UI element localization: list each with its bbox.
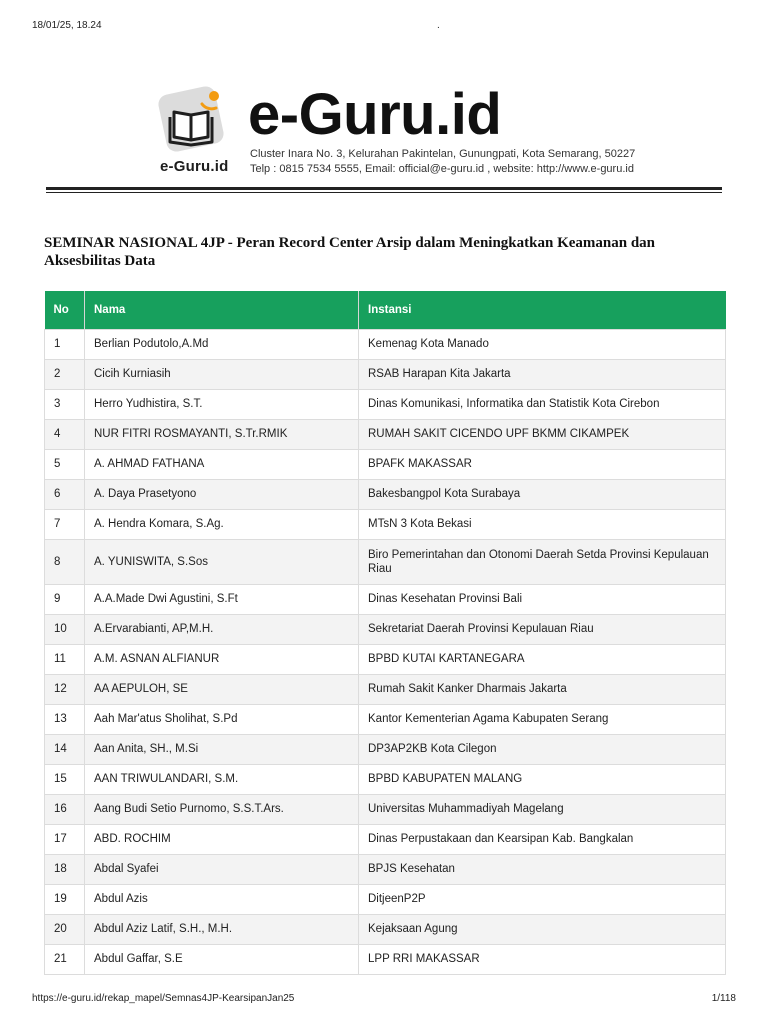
cell-no: 3 — [45, 389, 85, 419]
cell-instansi: LPP RRI MAKASSAR — [359, 944, 726, 974]
cell-no: 13 — [45, 704, 85, 734]
cell-nama: A.Ervarabianti, AP,M.H. — [85, 614, 359, 644]
cell-nama: A. Hendra Komara, S.Ag. — [85, 509, 359, 539]
cell-instansi: BPAFK MAKASSAR — [359, 449, 726, 479]
cell-nama: A.M. ASNAN ALFIANUR — [85, 644, 359, 674]
cell-instansi: Bakesbangpol Kota Surabaya — [359, 479, 726, 509]
cell-no: 18 — [45, 854, 85, 884]
table-row — [45, 584, 726, 614]
print-datetime: 18/01/25, 18.24 — [32, 20, 102, 31]
table-row — [45, 914, 726, 944]
attendee-table — [44, 291, 726, 975]
page-number: 1/118 — [711, 993, 736, 1004]
cell-instansi: DitjeenP2P — [359, 884, 726, 914]
cell-nama: AA AEPULOH, SE — [85, 674, 359, 704]
cell-instansi: Dinas Perpustakaan dan Kearsipan Kab. Bangkalan — [359, 824, 726, 854]
table-row — [45, 509, 726, 539]
cell-instansi: BPBD KUTAI KARTANEGARA — [359, 644, 726, 674]
cell-no: 9 — [45, 584, 85, 614]
table-row — [45, 854, 726, 884]
cell-no: 16 — [45, 794, 85, 824]
header-rule-thin — [46, 192, 722, 193]
cell-nama: Aah Mar'atus Sholihat, S.Pd — [85, 704, 359, 734]
cell-instansi: Sekretariat Daerah Provinsi Kepulauan Riau — [359, 614, 726, 644]
cell-nama: Abdal Syafei — [85, 854, 359, 884]
brand-address: Cluster Inara No. 3, Kelurahan Pakintelan, Gunungpati, Kota Semarang, 50227 — [250, 148, 636, 160]
column-header-instansi: Instansi — [359, 291, 726, 329]
table-header-row — [45, 291, 726, 329]
cell-nama: Abdul Aziz Latif, S.H., M.H. — [85, 914, 359, 944]
cell-instansi: Dinas Kesehatan Provinsi Bali — [359, 584, 726, 614]
cell-instansi: Kantor Kementerian Agama Kabupaten Serang — [359, 704, 726, 734]
cell-instansi: DP3AP2KB Kota Cilegon — [359, 734, 726, 764]
table-row — [45, 944, 726, 974]
cell-no: 5 — [45, 449, 85, 479]
print-header — [32, 20, 736, 34]
cell-no: 14 — [45, 734, 85, 764]
cell-nama: Herro Yudhistira, S.T. — [85, 389, 359, 419]
table-row — [45, 824, 726, 854]
cell-instansi: BPJS Kesehatan — [359, 854, 726, 884]
cell-no: 15 — [45, 764, 85, 794]
cell-nama: A. AHMAD FATHANA — [85, 449, 359, 479]
cell-nama: Berlian Podutolo,A.Md — [85, 329, 359, 359]
column-header-nama: Nama — [85, 291, 359, 329]
brand-name: e-Guru.id — [248, 82, 502, 147]
print-footer — [32, 993, 736, 1007]
cell-nama: NUR FITRI ROSMAYANTI, S.Tr.RMIK — [85, 419, 359, 449]
table-row — [45, 794, 726, 824]
column-header-no: No — [45, 291, 85, 329]
cell-no: 1 — [45, 329, 85, 359]
cell-nama: Aang Budi Setio Purnomo, S.S.T.Ars. — [85, 794, 359, 824]
cell-no: 11 — [45, 644, 85, 674]
header-rule-thick — [46, 187, 722, 190]
book-reader-icon — [158, 84, 234, 160]
cell-nama: A.A.Made Dwi Agustini, S.Ft — [85, 584, 359, 614]
table-row — [45, 734, 726, 764]
table-row — [45, 764, 726, 794]
cell-no: 20 — [45, 914, 85, 944]
cell-instansi: Kejaksaan Agung — [359, 914, 726, 944]
cell-no: 17 — [45, 824, 85, 854]
table-row — [45, 329, 726, 359]
cell-no: 7 — [45, 509, 85, 539]
cell-instansi: RSAB Harapan Kita Jakarta — [359, 359, 726, 389]
table-row — [45, 884, 726, 914]
cell-instansi: Kemenag Kota Manado — [359, 329, 726, 359]
table-row — [45, 359, 726, 389]
cell-nama: Abdul Azis — [85, 884, 359, 914]
cell-nama: Abdul Gaffar, S.E — [85, 944, 359, 974]
cell-no: 10 — [45, 614, 85, 644]
cell-no: 19 — [45, 884, 85, 914]
cell-nama: ABD. ROCHIM — [85, 824, 359, 854]
table-body — [45, 329, 726, 974]
cell-nama: A. Daya Prasetyono — [85, 479, 359, 509]
cell-instansi: Biro Pemerintahan dan Otonomi Daerah Setda Provinsi Kepulauan Riau — [359, 539, 726, 584]
table-row — [45, 389, 726, 419]
logo-label: e-Guru.id — [160, 158, 229, 175]
table-row — [45, 674, 726, 704]
table-row — [45, 614, 726, 644]
table-row — [45, 644, 726, 674]
cell-instansi: BPBD KABUPATEN MALANG — [359, 764, 726, 794]
table-row — [45, 479, 726, 509]
letterhead — [158, 80, 658, 185]
cell-no: 12 — [45, 674, 85, 704]
cell-instansi: Universitas Muhammadiyah Magelang — [359, 794, 726, 824]
cell-nama: A. YUNISWITA, S.Sos — [85, 539, 359, 584]
table-row — [45, 704, 726, 734]
table-row — [45, 539, 726, 584]
cell-nama: Aan Anita, SH., M.Si — [85, 734, 359, 764]
cell-nama: Cicih Kurniasih — [85, 359, 359, 389]
print-center-mark: . — [437, 20, 440, 31]
cell-instansi: RUMAH SAKIT CICENDO UPF BKMM CIKAMPEK — [359, 419, 726, 449]
cell-instansi: MTsN 3 Kota Bekasi — [359, 509, 726, 539]
table-row — [45, 419, 726, 449]
document-title: SEMINAR NASIONAL 4JP - Peran Record Center Arsip dalam Meningkatkan Keamanan dan Aksesbilitas Data — [44, 235, 656, 269]
cell-no: 4 — [45, 419, 85, 449]
cell-nama: AAN TRIWULANDARI, S.M. — [85, 764, 359, 794]
brand-contact: Telp : 0815 7534 5555, Email: official@e-guru.id , website: http://www.e-guru.id — [250, 163, 634, 175]
cell-no: 6 — [45, 479, 85, 509]
table-row — [45, 449, 726, 479]
cell-instansi: Dinas Komunikasi, Informatika dan Statistik Kota Cirebon — [359, 389, 726, 419]
cell-instansi: Rumah Sakit Kanker Dharmais Jakarta — [359, 674, 726, 704]
cell-no: 8 — [45, 539, 85, 584]
print-url: https://e-guru.id/rekap_mapel/Semnas4JP-KearsipanJan25 — [32, 993, 295, 1004]
cell-no: 21 — [45, 944, 85, 974]
cell-no: 2 — [45, 359, 85, 389]
